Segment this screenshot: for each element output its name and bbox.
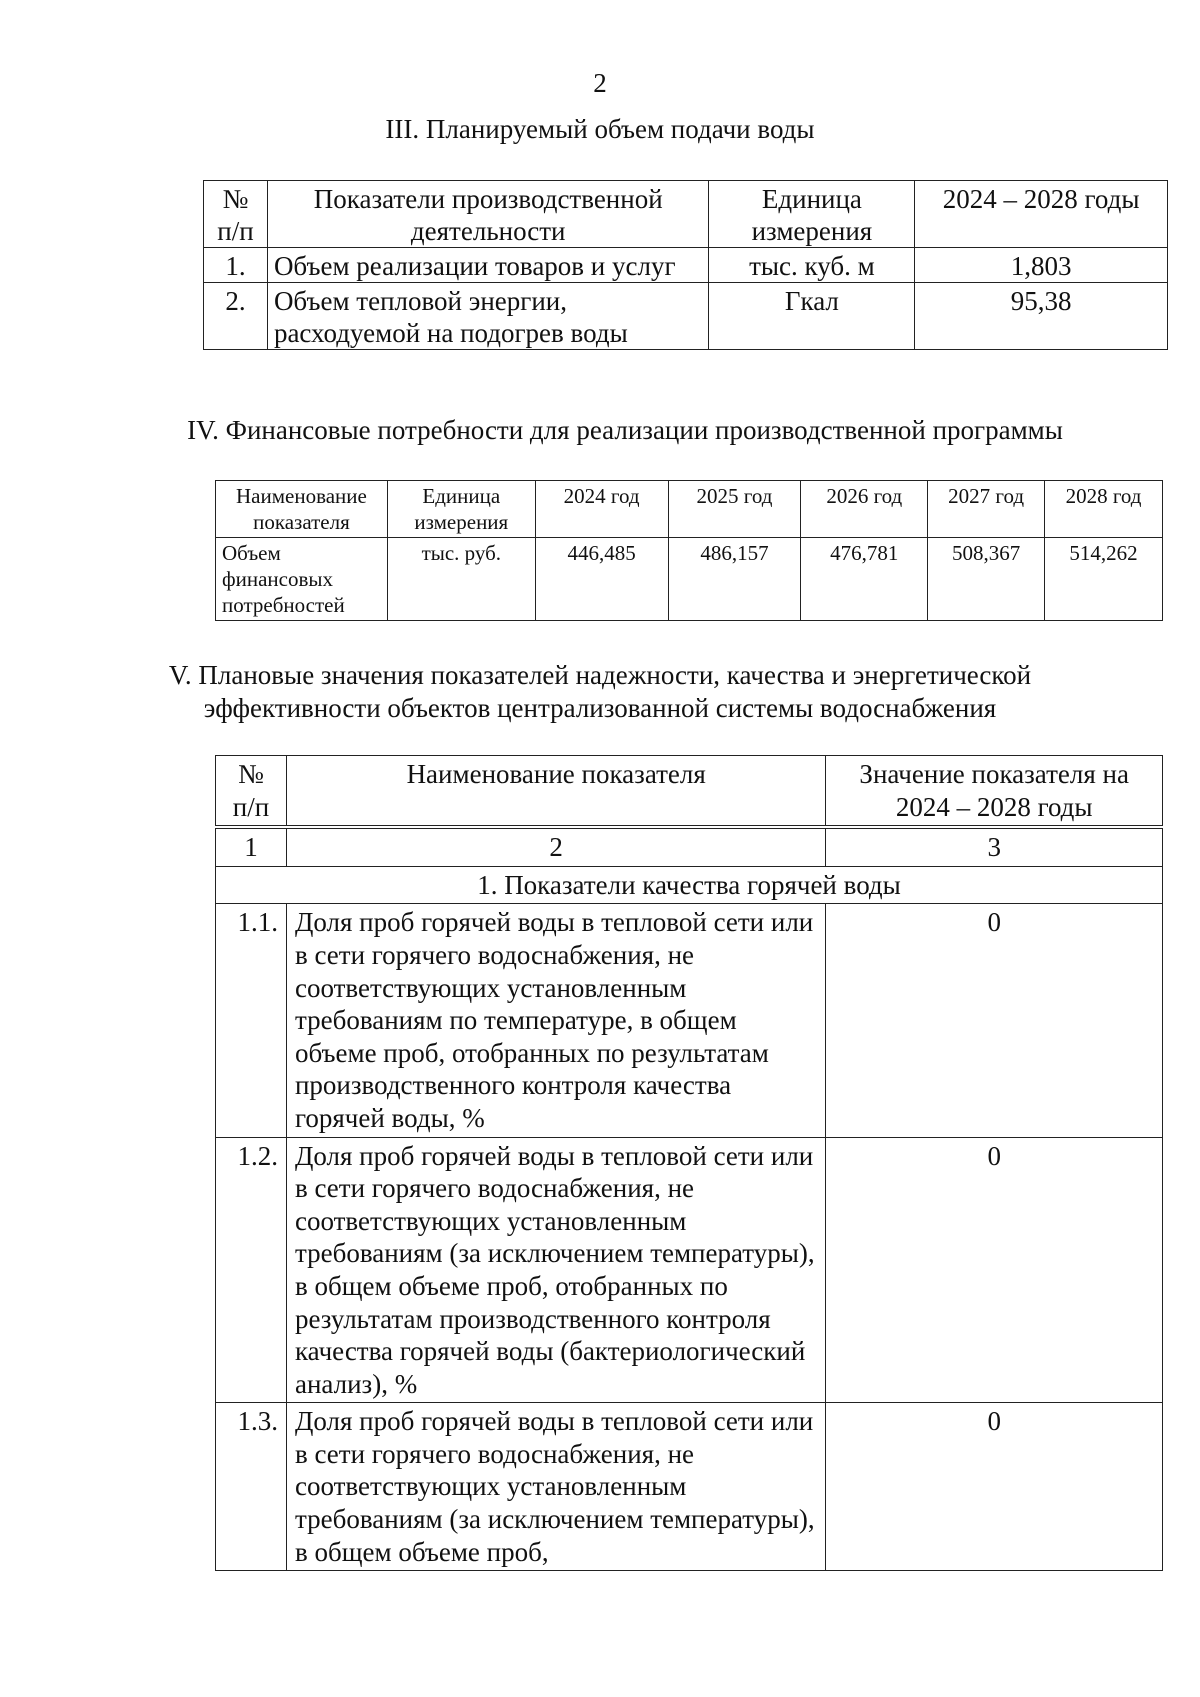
water-supply-table: [203, 180, 1168, 350]
header-num: № п/п: [204, 181, 268, 248]
header-value: Значение показателя на 2024 – 2028 годы: [826, 756, 1163, 828]
row-name: Доля проб горячей воды в тепловой сети или в сети горячего водоснабжения, не соответствующих установленным требованиям (за исключением температуры), в общем объеме проб, отобранных по результатам производственного контроля качества горячей воды (бактериологический анализ), %: [286, 1137, 825, 1403]
row-name: Объем финансовых потребностей: [216, 538, 388, 621]
column-numbers-row: [216, 827, 1163, 866]
header-period: 2024 – 2028 годы: [915, 181, 1168, 248]
row-value: 1,803: [915, 248, 1168, 283]
header-year-2025: 2025 год: [668, 481, 801, 538]
row-unit: Гкал: [709, 283, 915, 350]
row-num: 2.: [204, 283, 268, 350]
header-indicator: Наименование показателя: [286, 756, 825, 828]
row-unit: тыс. куб. м: [709, 248, 915, 283]
table-header-row: [204, 181, 1168, 248]
header-year-2028: 2028 год: [1045, 481, 1163, 538]
header-num: № п/п: [216, 756, 287, 828]
group1-title: 1. Показатели качества горячей воды: [216, 866, 1163, 904]
header-indicator: Наименование показателя: [216, 481, 388, 538]
group-row: [216, 866, 1163, 904]
table-row: [204, 248, 1168, 283]
value-2028: 514,262: [1045, 538, 1163, 621]
table-row: [204, 283, 1168, 350]
section3-title: III. Планируемый объем подачи воды: [385, 114, 815, 144]
value-2025: 486,157: [668, 538, 801, 621]
table-header-row: [216, 756, 1163, 828]
row-value: 0: [826, 1403, 1163, 1571]
row-name: Объем тепловой энергии, расходуемой на подогрев воды: [267, 283, 709, 350]
row-num: 1.1.: [216, 904, 287, 1137]
financial-needs-table: [215, 480, 1163, 621]
row-unit: тыс. руб.: [387, 538, 535, 621]
section5-title-line1: V. Плановые значения показателей надежности, качества и энергетической: [168, 660, 1032, 690]
table-header-row: [216, 481, 1163, 538]
row-name: Объем реализации товаров и услуг: [267, 248, 709, 283]
header-unit: Единица измерения: [709, 181, 915, 248]
row-num: 1.3.: [216, 1403, 287, 1571]
indicators-table: [215, 755, 1163, 1571]
table-row: [216, 1403, 1163, 1571]
column-number-1: 1: [216, 827, 287, 866]
row-value: 95,38: [915, 283, 1168, 350]
value-2026: 476,781: [801, 538, 928, 621]
column-number-3: 3: [826, 827, 1163, 866]
table-row: [216, 1137, 1163, 1403]
section5-title-line2: эффективности объектов централизованной системы водоснабжения: [203, 693, 997, 723]
column-number-2: 2: [286, 827, 825, 866]
row-value: 0: [826, 904, 1163, 1137]
row-name: Доля проб горячей воды в тепловой сети или в сети горячего водоснабжения, не соответствующих установленным требованиям по температуре, в общем объеме проб, отобранных по результатам производственного контроля качества горячей воды, %: [286, 904, 825, 1137]
header-indicator: Показатели производственной деятельности: [267, 181, 709, 248]
row-num: 1.: [204, 248, 268, 283]
header-year-2026: 2026 год: [801, 481, 928, 538]
header-unit: Единица измерения: [387, 481, 535, 538]
page-number: 2: [593, 68, 607, 98]
table-row: [216, 904, 1163, 1137]
table-row: [216, 538, 1163, 621]
section4-title: IV. Финансовые потребности для реализации производственной программы: [187, 415, 1063, 445]
row-name: Доля проб горячей воды в тепловой сети или в сети горячего водоснабжения, не соответствующих установленным требованиям (за исключением температуры), в общем объеме проб,: [286, 1403, 825, 1571]
row-num: 1.2.: [216, 1137, 287, 1403]
value-2027: 508,367: [928, 538, 1045, 621]
row-value: 0: [826, 1137, 1163, 1403]
header-year-2024: 2024 год: [535, 481, 668, 538]
header-year-2027: 2027 год: [928, 481, 1045, 538]
value-2024: 446,485: [535, 538, 668, 621]
